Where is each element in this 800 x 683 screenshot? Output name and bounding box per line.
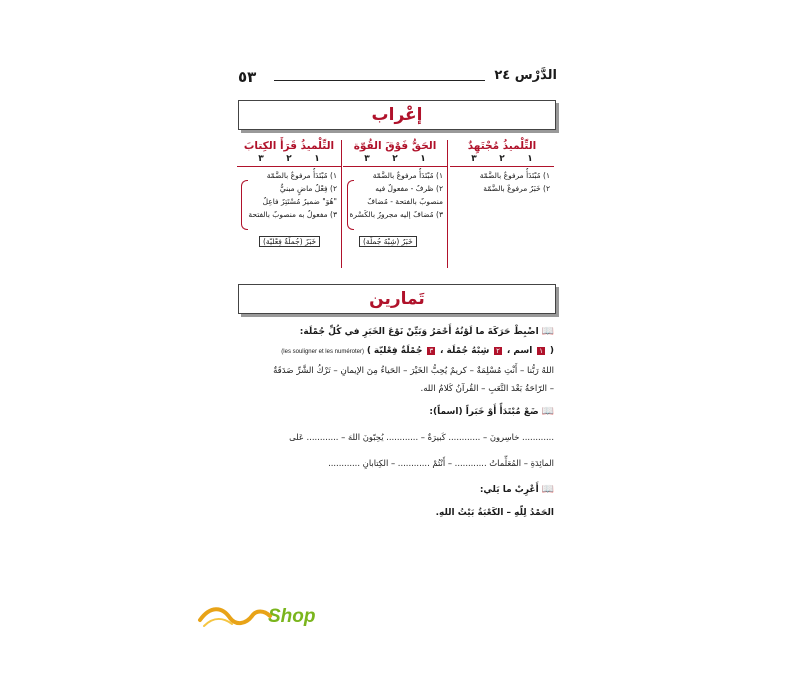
exercise-1-line-1: اللهُ رَبُّنا – أَنْتِ مُسْلِمَةٌ – كريمٌ يُحِبُّ الخَيْرَ – الحَياءُ مِنَ الإيمانِ – تَرْكُ الشَّرِّ صَدَقَةٌ xyxy=(273,366,554,376)
exercise-3-instruction xyxy=(238,484,554,495)
key-text: اسم ، xyxy=(506,346,533,356)
column-underline xyxy=(343,166,447,167)
num: ٢ xyxy=(286,154,292,164)
page-header xyxy=(238,68,557,88)
khabar-label: خَبَرٌ (جُملَةٌ فِعْليّة) xyxy=(259,236,320,247)
num: ١ xyxy=(314,154,320,164)
paren: ) xyxy=(366,346,371,356)
irab-line: ٢) خَبَرٌ مرفوعٌ بالضَّمّة xyxy=(483,184,550,193)
key-text: جُمْلَةٌ فِعْليّة xyxy=(373,346,423,356)
column-underline xyxy=(237,166,341,167)
exercises-banner: تَمارين xyxy=(238,284,556,314)
irab-line: ١) مُبْتَدَأٌ مرفوعٌ بالضَّمّة xyxy=(266,171,337,180)
column-underline xyxy=(450,166,554,167)
num: ٢ xyxy=(392,154,398,164)
instruction-text: اضْبِطْ حَرَكَةَ ما لَوْنُهُ أَحْمَرُ وَبَيِّنْ نَوْعَ الخَبَرِ في كُلِّ جُمْلَة: xyxy=(299,327,539,337)
column-title: التِّلْميذُ مُجْتَهِدٌ xyxy=(467,140,537,152)
num: ٣ xyxy=(471,154,477,164)
book-page xyxy=(228,60,563,620)
num: ٣ xyxy=(258,154,264,164)
irab-line: ١) مُبْتَدَأٌ مرفوعٌ بالضَّمّة xyxy=(372,171,443,180)
column-numbers xyxy=(343,152,447,164)
brace xyxy=(241,180,248,230)
exercise-1-key xyxy=(238,346,568,356)
irab-line: "هُوَ" ضميرٌ مُسْتَتِرٌ فاعِلٌ xyxy=(262,197,337,206)
irab-line: ٣) مُضافٌ إليه مجرورٌ بالكَسْرة xyxy=(349,210,443,219)
shop-logo xyxy=(196,600,326,634)
lesson-title: الدَّرْس ٢٤ xyxy=(494,68,557,83)
instruction-text: ضَعْ مُبْتَدَأً أَوْ خَبَراً (اسماً): xyxy=(429,407,539,417)
paren: ( xyxy=(549,346,554,356)
french-note: (les souligner et les numéroter) xyxy=(281,349,364,355)
exercise-1-line-2: – الرّاحَةُ بَعْدَ التَّعَبِ – القُرآنُ كَلامُ الله. xyxy=(420,384,554,394)
book-icon: 📖 xyxy=(541,484,554,495)
irab-line: منصوبٌ بالفتحة - مُضافٌ xyxy=(367,197,443,206)
num: ٣ xyxy=(364,154,370,164)
exercise-2-instruction xyxy=(238,406,554,417)
brace xyxy=(347,180,354,230)
khabar-label: خَبَرٌ (شِبْهُ جُملَة) xyxy=(359,236,417,247)
irab-banner: إعْراب xyxy=(238,100,556,130)
exercise-1-instruction xyxy=(238,326,554,337)
irab-line: ١) مُبْتَدَأٌ مرفوعٌ بالضَّمّة xyxy=(479,171,550,180)
book-icon: 📖 xyxy=(541,406,554,417)
exercise-2-line-2: المائِدَةِ – المُعَلِّماتُ ............ – أَنْتُمْ ............ – الكِتابانِ ............ xyxy=(328,458,554,468)
exercise-3-line-1: الحَمْدُ لِلّهِ – الكَعْبَةُ بَيْتُ اللهِ. xyxy=(435,508,554,518)
swirl-icon xyxy=(196,600,276,634)
irab-line: ٣) مفعولٌ به منصوبٌ بالفتحة xyxy=(248,210,337,219)
exercise-2-line-1: ............ خاسِرونَ – ............ كَبيرَةٌ – ............ يُحِبّونَ اللهَ – ............ عَلى xyxy=(289,432,554,442)
logo-text: Shop xyxy=(268,606,316,627)
irab-column-3 xyxy=(237,140,342,268)
instruction-text: أَعْرِبْ ما يَلي: xyxy=(479,485,539,495)
book-icon: 📖 xyxy=(541,326,554,337)
column-title: الحَقُّ فَوْقَ القُوّة xyxy=(353,140,437,152)
num: ١ xyxy=(420,154,426,164)
header-rule xyxy=(274,80,485,81)
num: ١ xyxy=(527,154,533,164)
number-badge: ٢ xyxy=(496,347,500,355)
number-badge: ١ xyxy=(539,347,543,355)
column-title: التِّلْميذُ قَرَأَ الكِتابَ xyxy=(243,140,335,152)
irab-line: ٢) فِعْلٌ ماضٍ مبنيٌّ xyxy=(279,184,337,193)
key-text: شِبْهُ جُمْلَة ، xyxy=(439,346,490,356)
irab-line: ٢) ظرفٌ - مفعولٌ فيه xyxy=(375,184,443,193)
number-badge: ٣ xyxy=(429,347,434,355)
irab-column-1 xyxy=(450,140,554,268)
num: ٢ xyxy=(499,154,505,164)
column-numbers xyxy=(237,152,341,164)
page-number: ٥٣ xyxy=(238,68,257,86)
irab-column-2 xyxy=(343,140,448,268)
irab-columns xyxy=(238,140,554,268)
column-numbers xyxy=(450,152,554,164)
